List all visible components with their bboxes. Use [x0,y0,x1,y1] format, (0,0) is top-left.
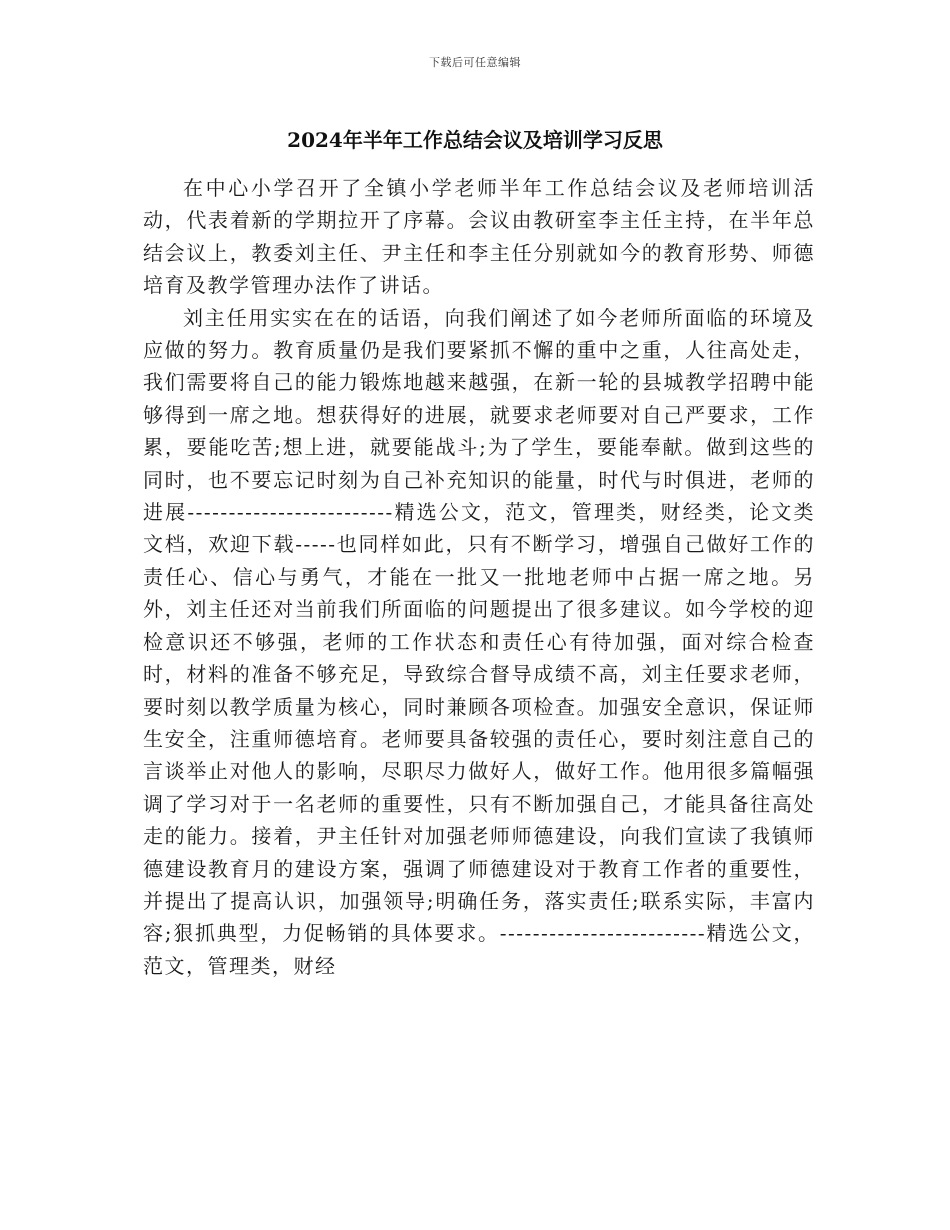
paragraph-1: 在中心小学召开了全镇小学老师半年工作总结会议及老师培训活动，代表着新的学期拉开了序幕。会议由教研室李主任主持，在半年总结会议上，教委刘主任、尹主任和李主任分别就如今的教育形势、师德培育及教学管理办法作了讲话。 [143,176,815,298]
document-title: 2024年半年工作总结会议及培训学习反思 [287,128,663,152]
paragraph-2: 刘主任用实实在在的话语，向我们阐述了如今老师所面临的环境及应做的努力。教育质量仍是我们要紧抓不懈的重中之重，人往高处走，我们需要将自己的能力锻炼地越来越强，在新一轮的县城教学招聘中能够得到一席之地。想获得好的进展，就要求老师要对自己严要求，工作累，要能吃苦;想上进，就要能战斗;为了学生，要能奉献。做到这些的同时，也不要忘记时刻为自己补充知识的能量，时代与时俱进，老师的进展-------------------------精选公文，范文，管理类，财经类，论文类文档，欢迎下载-----也同样如此，只有不断学习，增强自己做好工作的责任心、信心与勇气，才能在一批又一批地老师中占据一席之地。另外，刘主任还对当前我们所面临的问题提出了很多建议。如今学校的迎检意识还不够强，老师的工作状态和责任心有待加强，面对综合检查时，材料的准备不够充足，导致综合督导成绩不高，刘主任要求老师，要时刻以教学质量为核心，同时兼顾各项检查。加强安全意识，保证师生安全，注重师德培育。老师要具备较强的责任心，要时刻注意自己的言谈举止对他人的影响，尽职尽力做好人，做好工作。他用很多篇幅强调了学习对于一名老师的重要性，只有不断加强自己，才能具备往高处走的能力。接着，尹主任针对加强老师师德建设，向我们宣读了我镇师德建设教育月的建设方案，强调了师德建设对于教育工作者的重要性，并提出了提高认识，加强领导;明确任务，落实责任;联系实际，丰富内容;狠抓典型，力促畅销的具体要求。-------------------------精选公文，范文，管理类，财经 [143,305,815,978]
document-body [143,172,815,982]
page-header-note: 下载后可任意编辑 [429,56,521,69]
